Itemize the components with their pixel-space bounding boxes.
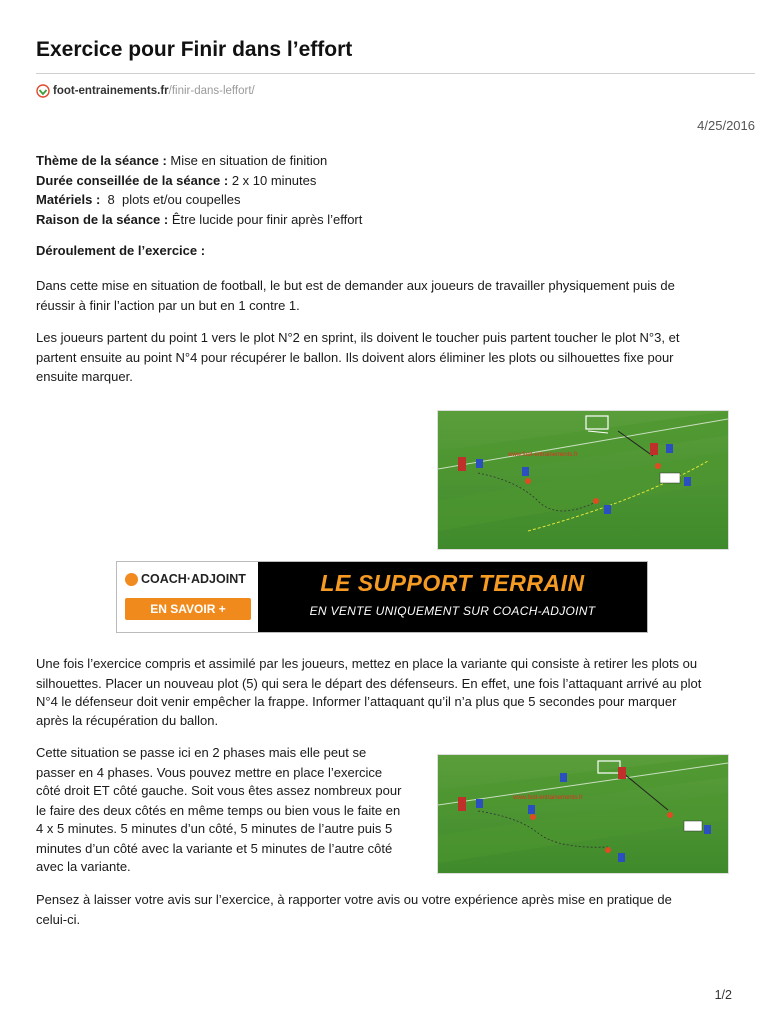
paragraph-phases-line-3: côté droit ET côté gauche. Soit vous êtes assez nombreux pour	[36, 783, 402, 798]
source-link[interactable]	[36, 82, 255, 100]
paragraph-closing-line-1: Pensez à laisser votre avis sur l’exercice, à rapporter votre avis ou votre expérience après mise en pratique de	[36, 892, 672, 907]
paragraph-phases-line-5: 4 x 5 minutes. 5 minutes d’un côté, 5 minutes de l’autre puis 5	[36, 821, 393, 836]
paragraph-variant-line-1: Une fois l’exercice compris et assimilé par les joueurs, mettez en place la variante qui consiste à retirer les plots ou	[36, 656, 698, 671]
ball-icon	[125, 573, 138, 586]
paragraph-phases-line-4: le faire des deux côtés en même temps ou bien vous le faite en	[36, 802, 401, 818]
paragraph-variant-line-2: silhouettes. Placer un nouveau plot (5) qui sera le départ des défenseurs. En effet, une fois l’attaquant arrivé au plot	[36, 675, 702, 691]
paragraph-steps-line-2: partent ensuite au point N°4 pour récupérer le ballon. Ils doivent alors éliminer les plots ou silhouettes fixe pour	[36, 349, 674, 365]
info-row-theme: Thème de la séance : Mise en situation de finition	[36, 153, 328, 168]
paragraph-phases-line-1: Cette situation se passe ici en 2 phases mais elle peut se	[36, 745, 367, 760]
svg-text:www.foot-entrainements.fr: www.foot-entrainements.fr	[513, 795, 583, 801]
publish-date: 4/25/2016	[697, 118, 755, 133]
paragraph-variant-line-4: après la récupération du ballon.	[36, 713, 219, 728]
paragraph-intro-line-2: réussir à finir l’action par un but en 1 contre 1.	[36, 297, 300, 313]
paragraph-variant-line-3: N°4 le défenseur doit venir empêcher la frappe. Informer l’attaquant qu’il n’a plus que 5 secondes pour marquer	[36, 694, 677, 709]
svg-text:www.foot-entrainements.fr: www.foot-entrainements.fr	[508, 452, 578, 458]
en-savoir-button[interactable]: EN SAVOIR +	[125, 598, 251, 620]
deroulement-heading: Déroulement de l’exercice :	[36, 243, 206, 258]
paragraph-phases-line-6: minutes d’un côté avec la variante et 5 minutes de l’autre côté	[36, 840, 393, 856]
info-row-materials: Matériels : 8 plots et/ou coupelles	[36, 192, 241, 208]
banner-headline: LE SUPPORT TERRAIN	[320, 570, 585, 596]
page-number: 1/2	[714, 988, 732, 1002]
site-logo-icon	[36, 84, 50, 98]
exercise-diagram-1	[437, 410, 729, 550]
paragraph-phases-line-7: avec la variante.	[36, 859, 131, 874]
session-info	[36, 151, 362, 230]
banner-subline: EN VENTE UNIQUEMENT SUR COACH-ADJOINT	[309, 604, 596, 618]
title-divider	[36, 73, 755, 74]
paragraph-intro-line-1: Dans cette mise en situation de football, le but est de demander aux joueurs de travailler physiquement puis de	[36, 278, 675, 293]
source-path[interactable]: /finir-dans-leffort/	[168, 85, 255, 97]
paragraph-steps-line-3: ensuite marquer.	[36, 369, 133, 384]
info-row-duration: Durée conseillée de la séance : 2 x 10 minutes	[36, 172, 317, 188]
page-title: Exercice pour Finir dans l’effort	[36, 38, 353, 61]
source-host[interactable]: foot-entrainements.fr	[53, 85, 169, 97]
paragraph-phases-line-2: passer en 4 phases. Vous pouvez mettre en place l’exercice	[36, 764, 383, 780]
banner-left-panel	[117, 562, 258, 632]
paragraph-closing-line-2: celui-ci.	[36, 911, 81, 927]
banner-right-panel	[258, 562, 647, 632]
paragraph-steps-line-1: Les joueurs partent du point 1 vers le plot N°2 en sprint, ils doivent le toucher puis partent toucher le plot N°3, et	[36, 330, 680, 345]
banner-brand: COACH·ADJOINT	[125, 572, 246, 586]
info-row-reason: Raison de la séance : Être lucide pour finir après l’effort	[36, 212, 363, 228]
coach-adjoint-banner[interactable]	[116, 561, 648, 633]
exercise-diagram-2	[437, 754, 729, 874]
